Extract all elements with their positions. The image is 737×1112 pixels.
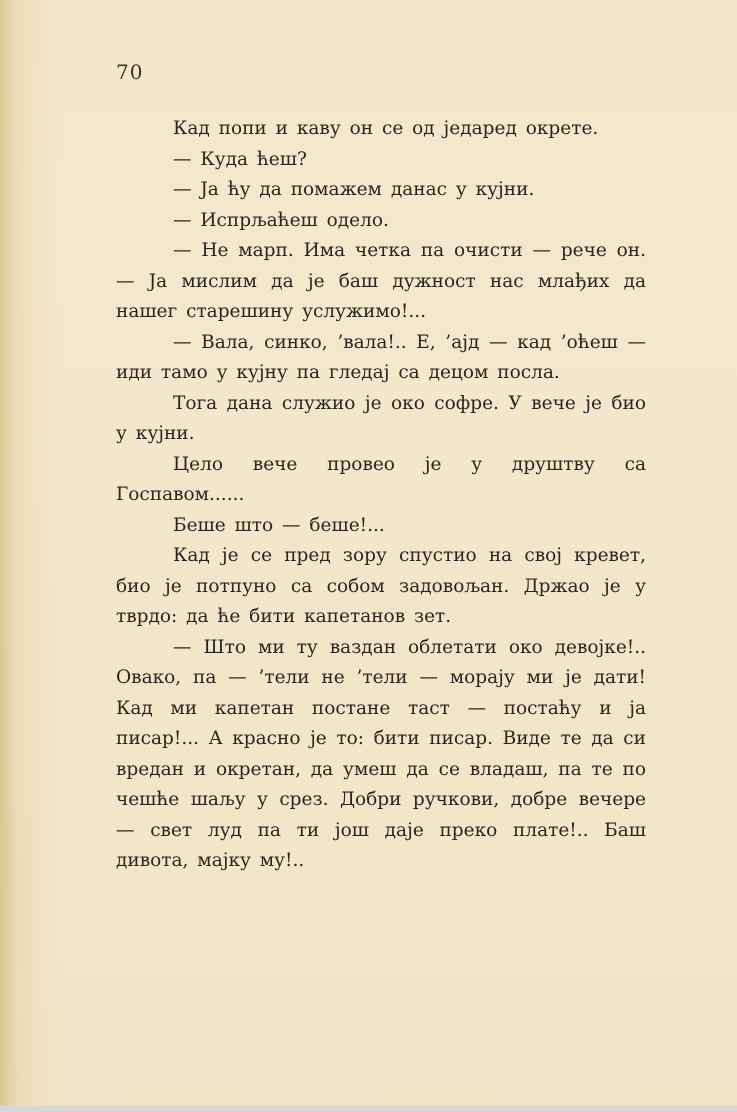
paragraph: Цело вече провео је у друштву са Госпавом...... [116, 453, 646, 505]
paragraph: — Куда ћеш? [173, 148, 307, 170]
paragraph: Кад је се пред зору спустио на свој кревет, био је потпуно са собом задовољан. Држао је у тврдо: да ће бити капетанов зет. [116, 545, 646, 627]
paragraph: — Што ми ту ваздан облетати око девојке!.. Овако, па — ’тели не ’тели — морају ми је дати! Кад ми капетан постане таст — постаћу и ја писар!... А красно је то: бити писар. Виде те да си вредан и окретан, да умеш да се владаш, па те по чешће шаљу у срез. Добри ручкови, добре вечере — свет луд па ти још даје преко плате!.. Баш дивота, мајку му!.. [116, 636, 646, 871]
paragraph: Кад попи и каву он се од једаред окрете. [173, 118, 599, 139]
paragraph: — Не марп. Има четка па очисти — рече он. — Ја мислим да је баш дужност нас млађих да нашег старешину услужимо!... [116, 240, 646, 322]
paragraph: Беше што — беше!... [173, 514, 385, 536]
paragraph: — Ја ћу да помажем данас у кујни. [173, 179, 535, 200]
page-number: 70 [116, 60, 144, 84]
paragraph: — Испрљаћеш одело. [173, 209, 389, 231]
page-bottom-edge [0, 1106, 737, 1112]
paragraph: — Вала, синко, ’вала!.. Е, ’ајд — кад ’оћеш — иди тамо у кујну па гледај са децом посла. [116, 331, 646, 383]
paragraph: Тога дана служио је око софре. У вече је био у кујни. [116, 392, 646, 444]
body-text [116, 114, 646, 877]
